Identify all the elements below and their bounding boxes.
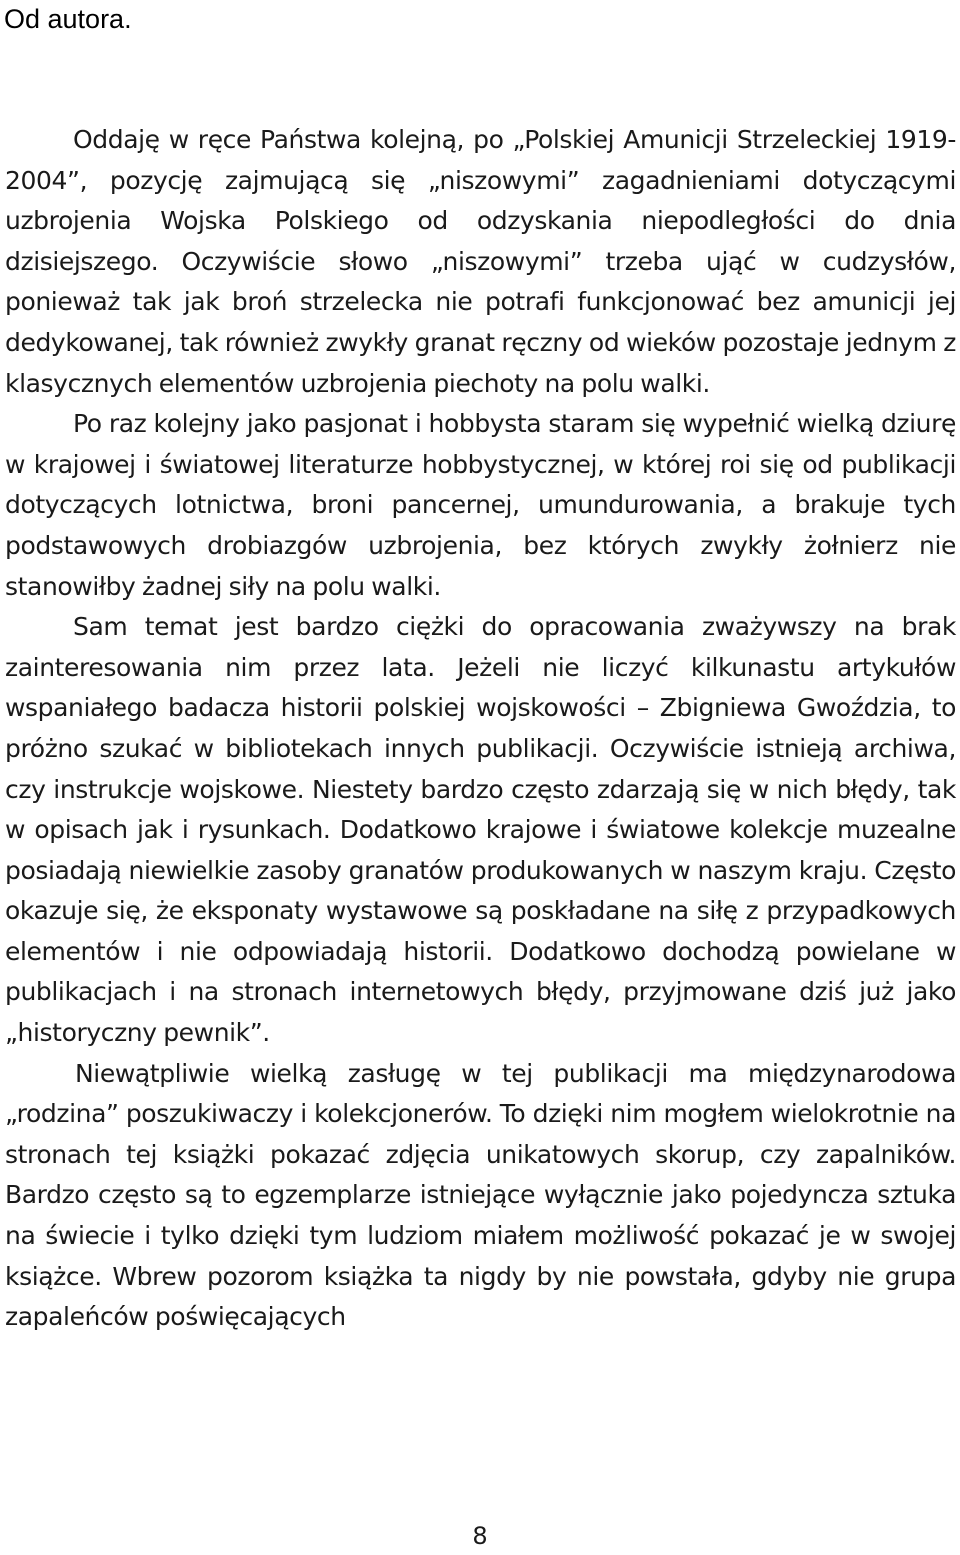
paragraph-2: Po raz kolejny jako pasjonat i hobbysta staram się wypełnić wielką dziurę w krajowej i światowej literaturze hobbystycznej, w której roi się od publikacji dotyczących lotnictwa, broni pancernej, umundurowania, a brakuje tych podstawowych drobiazgów uzbrojenia, bez których zwykły żołnierz nie stanowiłby żadnej siły na polu walki. xyxy=(5,409,956,601)
paragraph-4: Niewątpliwie wielką zasługę w tej publikacji ma międzynarodowa „rodzina” poszukiwaczy i kolekcjonerów. To dzięki nim mogłem wielokrotnie na stronach tej książki pokazać zdjęcia unikatowych skorup, czy zapalników. Bardzo często są to egzemplarze istniejące wyłącznie jako pojedyncza sztuka na świecie i tylko dzięki tym ludziom miałem możliwość pokazać je w swojej książce. Wbrew pozorom książka ta nigdy by nie powstała, gdyby nie grupa zapaleńców poświęcających xyxy=(5,1058,956,1332)
paragraph-1: Oddaję w ręce Państwa kolejną, po „Polskiej Amunicji Strzeleckiej 1919-2004”, pozycję zajmującą się „niszowymi” zagadnieniami dotyczącymi uzbrojenia Wojska Polskiego od odzyskania niepodległości do dnia dzisiejszego. Oczywiście słowo „niszowymi” trzeba ująć w cudzysłów, ponieważ tak jak broń strzelecka nie potrafi funkcjonować bez amunicji jej dedykowanej, tak również zwykły granat ręczny od wieków pozostaje jednym z klasycznych elementów uzbrojenia piechoty na polu walki. xyxy=(5,125,956,398)
body-text xyxy=(5,120,956,1338)
page-number: 8 xyxy=(472,1522,488,1550)
paragraph-3: Sam temat jest bardzo ciężki do opracowania zważywszy na brak zainteresowania nim przez lata. Jeżeli nie liczyć kilkunastu artykułów wspaniałego badacza historii polskiej wojskowości – Zbigniewa Gwoździa, to próżno szukać w bibliotekach innych publikacji. Oczywiście istnieją archiwa, czy instrukcje wojskowe. Niestety bardzo często zdarzają się w nich błędy, tak w opisach jak i rysunkach. Dodatkowo krajowe i światowe kolekcje muzealne posiadają niewielkie zasoby granatów produkowanych w naszym kraju. Często okazuje się, że eksponaty wystawowe są poskładane na siłę z przypadkowych elementów i nie odpowiadają historii. Dodatkowo dochodzą powielane w publikacjach i na stronach internetowych błędy, przyjmowane dziś już jako „historyczny pewnik”. xyxy=(5,612,956,1048)
page-header: Od autora. xyxy=(4,4,132,34)
